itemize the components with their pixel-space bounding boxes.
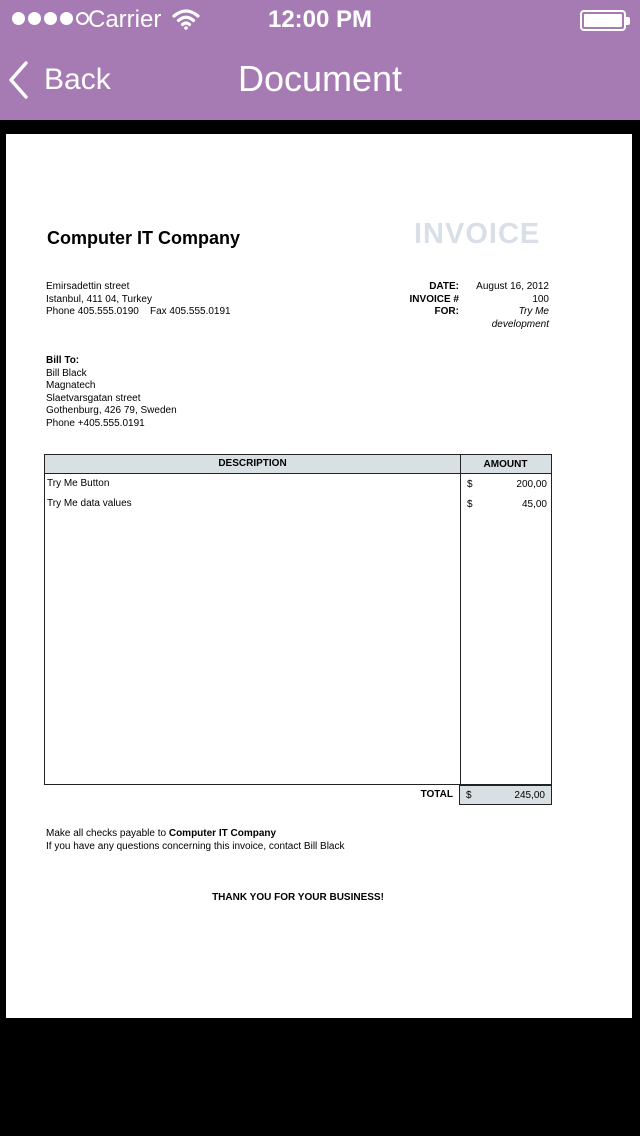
checks-payable-text: Make all checks payable to xyxy=(46,828,169,839)
amount-column-header: AMOUNT xyxy=(483,459,528,470)
bill-to xyxy=(46,355,177,430)
invoice-number: 100 xyxy=(532,293,549,305)
invoice-page xyxy=(6,134,632,1018)
thank-you-message: THANK YOU FOR YOUR BUSINESS! xyxy=(212,892,384,903)
date-label: DATE: xyxy=(429,281,459,292)
checks-payable-company: Computer IT Company xyxy=(168,828,277,839)
page-title: Document xyxy=(237,58,403,99)
row-description: Try Me data values xyxy=(47,498,132,509)
back-button-label: Back xyxy=(44,63,111,96)
row-description: Try Me Button xyxy=(47,478,110,489)
checks-payable-line xyxy=(46,828,345,841)
total-currency: $ xyxy=(466,790,472,801)
bill-to-header: Bill To: xyxy=(46,355,80,366)
invoice-number-label: INVOICE # xyxy=(409,293,459,305)
bill-to-line: Phone +405.555.0191 xyxy=(46,417,145,429)
table-row xyxy=(45,474,551,494)
company-name: Computer IT Company xyxy=(47,228,241,248)
total-label: TOTAL xyxy=(420,789,453,800)
line-items-table xyxy=(44,454,552,785)
bill-to-line: Magnatech xyxy=(46,380,96,391)
for-label: FOR: xyxy=(434,306,459,317)
bill-to-line: Gothenburg, 426 79, Sweden xyxy=(46,405,177,416)
address-phone-fax: Phone 405.555.0190 Fax 405.555.0191 xyxy=(46,306,231,317)
battery-fill xyxy=(584,14,622,27)
table-header xyxy=(45,455,551,474)
invoice-meta-labels xyxy=(386,281,459,319)
invoice-for-cont: development xyxy=(491,318,549,330)
battery-icon xyxy=(580,10,626,31)
address-line: Emirsadettin street xyxy=(46,281,130,292)
row-amount: 200,00 xyxy=(516,479,547,490)
address-line: Istanbul, 411 04, Turkey xyxy=(46,293,152,305)
document-viewer[interactable] xyxy=(0,120,640,1136)
questions-line: If you have any questions concerning this invoice, contact Bill Black xyxy=(46,840,345,852)
bill-to-line: Bill Black xyxy=(46,367,87,379)
invoice-for: Try Me xyxy=(518,306,549,317)
table-row xyxy=(45,494,551,514)
status-time: 12:00 PM xyxy=(267,6,373,33)
row-amount: 45,00 xyxy=(521,499,547,510)
bill-to-line: Slaetvarsgatan street xyxy=(46,392,141,404)
navigation-bar xyxy=(0,40,640,120)
carrier-name: Carrier xyxy=(88,6,162,33)
payment-notes xyxy=(46,828,345,853)
description-column-header: DESCRIPTION xyxy=(218,458,287,469)
invoice-heading: INVOICE xyxy=(414,218,541,250)
row-currency: $ xyxy=(467,479,473,490)
invoice-meta-values xyxy=(461,281,549,331)
status-bar xyxy=(0,0,640,40)
total-amount-box xyxy=(459,785,552,805)
total-amount: 245,00 xyxy=(514,790,545,801)
company-address xyxy=(46,281,231,319)
row-currency: $ xyxy=(467,499,473,510)
battery-tip xyxy=(626,17,630,25)
invoice-date: August 16, 2012 xyxy=(476,281,549,292)
